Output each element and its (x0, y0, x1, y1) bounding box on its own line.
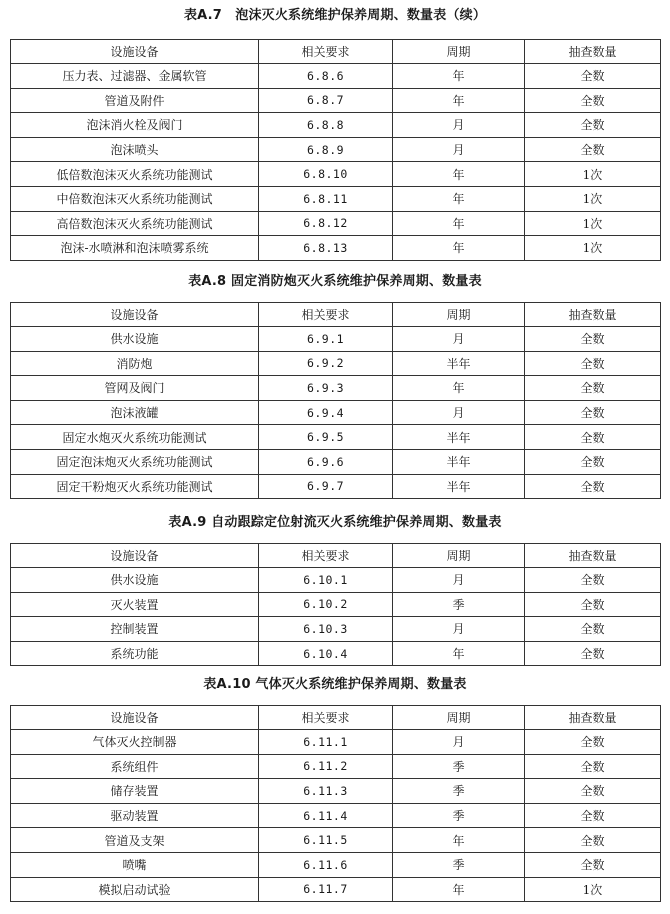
cell-requirement: 6.11.3 (259, 779, 393, 804)
cell-period: 年 (393, 828, 525, 853)
header-sample-count: 抽查数量 (525, 40, 661, 64)
cell-requirement: 6.11.6 (259, 852, 393, 877)
header-period: 周期 (393, 544, 525, 568)
cell-equipment: 喷嘴 (11, 852, 259, 877)
cell-sample-count: 全数 (525, 113, 661, 138)
table-row (11, 137, 661, 162)
cell-period: 半年 (393, 351, 525, 376)
table-row (11, 88, 661, 113)
header-requirement: 相关要求 (259, 303, 393, 327)
cell-equipment: 固定干粉炮灭火系统功能测试 (11, 474, 259, 499)
cell-requirement: 6.10.1 (259, 568, 393, 593)
table-row (11, 351, 661, 376)
cell-period: 季 (393, 592, 525, 617)
cell-requirement: 6.8.9 (259, 137, 393, 162)
header-requirement: 相关要求 (259, 40, 393, 64)
cell-period: 年 (393, 641, 525, 666)
table-a10 (10, 705, 661, 902)
table-header-row (11, 40, 661, 64)
table-row (11, 730, 661, 755)
table-row (11, 592, 661, 617)
cell-equipment: 管网及阀门 (11, 376, 259, 401)
cell-sample-count: 全数 (525, 376, 661, 401)
cell-equipment: 管道及支架 (11, 828, 259, 853)
table-header-row (11, 706, 661, 730)
cell-sample-count: 全数 (525, 400, 661, 425)
cell-equipment: 中倍数泡沫灭火系统功能测试 (11, 186, 259, 211)
cell-sample-count: 全数 (525, 592, 661, 617)
header-period: 周期 (393, 40, 525, 64)
cell-requirement: 6.11.1 (259, 730, 393, 755)
table-a7 (10, 39, 661, 261)
cell-sample-count: 全数 (525, 828, 661, 853)
cell-equipment: 系统功能 (11, 641, 259, 666)
cell-period: 年 (393, 88, 525, 113)
cell-period: 季 (393, 852, 525, 877)
table-row (11, 64, 661, 89)
table-a9 (10, 543, 661, 666)
cell-equipment: 管道及附件 (11, 88, 259, 113)
table-a10-title: 表A.10 气体灭火系统维护保养周期、数量表 (203, 677, 467, 692)
cell-period: 月 (393, 400, 525, 425)
cell-requirement: 6.8.8 (259, 113, 393, 138)
table-row (11, 236, 661, 261)
cell-requirement: 6.11.2 (259, 754, 393, 779)
cell-period: 年 (393, 877, 525, 902)
header-sample-count: 抽查数量 (525, 544, 661, 568)
cell-requirement: 6.11.7 (259, 877, 393, 902)
cell-equipment: 系统组件 (11, 754, 259, 779)
cell-equipment: 控制装置 (11, 617, 259, 642)
cell-period: 半年 (393, 474, 525, 499)
table-row (11, 852, 661, 877)
cell-sample-count: 全数 (525, 351, 661, 376)
table-row (11, 425, 661, 450)
table-row (11, 803, 661, 828)
cell-period: 年 (393, 162, 525, 187)
cell-requirement: 6.9.3 (259, 376, 393, 401)
cell-sample-count: 全数 (525, 568, 661, 593)
header-equipment: 设施设备 (11, 40, 259, 64)
table-row (11, 162, 661, 187)
cell-equipment: 气体灭火控制器 (11, 730, 259, 755)
table-header-row (11, 303, 661, 327)
cell-period: 月 (393, 730, 525, 755)
cell-equipment: 高倍数泡沫灭火系统功能测试 (11, 211, 259, 236)
cell-period: 年 (393, 236, 525, 261)
cell-sample-count: 1次 (525, 211, 661, 236)
cell-period: 月 (393, 113, 525, 138)
cell-period: 月 (393, 568, 525, 593)
table-a7-title: 表A.7 泡沫灭火系统维护保养周期、数量表（续） (183, 8, 487, 23)
header-sample-count: 抽查数量 (525, 706, 661, 730)
cell-requirement: 6.8.12 (259, 211, 393, 236)
cell-sample-count: 全数 (525, 474, 661, 499)
cell-equipment: 固定水炮灭火系统功能测试 (11, 425, 259, 450)
cell-period: 季 (393, 754, 525, 779)
cell-period: 年 (393, 186, 525, 211)
cell-requirement: 6.10.3 (259, 617, 393, 642)
cell-sample-count: 1次 (525, 162, 661, 187)
cell-requirement: 6.8.13 (259, 236, 393, 261)
table-row (11, 828, 661, 853)
cell-sample-count: 1次 (525, 186, 661, 211)
cell-equipment: 消防炮 (11, 351, 259, 376)
cell-requirement: 6.9.7 (259, 474, 393, 499)
table-row (11, 568, 661, 593)
header-requirement: 相关要求 (259, 706, 393, 730)
header-equipment: 设施设备 (11, 544, 259, 568)
cell-equipment: 固定泡沫炮灭火系统功能测试 (11, 449, 259, 474)
cell-equipment: 模拟启动试验 (11, 877, 259, 902)
table-row (11, 211, 661, 236)
table-a9-title: 表A.9 自动跟踪定位射流灭火系统维护保养周期、数量表 (168, 515, 502, 530)
cell-requirement: 6.8.10 (259, 162, 393, 187)
cell-equipment: 压力表、过滤器、金属软管 (11, 64, 259, 89)
cell-sample-count: 全数 (525, 852, 661, 877)
table-row (11, 779, 661, 804)
cell-sample-count: 全数 (525, 425, 661, 450)
table-row (11, 186, 661, 211)
cell-sample-count: 全数 (525, 327, 661, 352)
cell-period: 月 (393, 327, 525, 352)
cell-requirement: 6.8.7 (259, 88, 393, 113)
table-row (11, 617, 661, 642)
table-row (11, 449, 661, 474)
table-row (11, 754, 661, 779)
cell-period: 半年 (393, 425, 525, 450)
cell-requirement: 6.11.4 (259, 803, 393, 828)
table-row (11, 327, 661, 352)
cell-requirement: 6.8.6 (259, 64, 393, 89)
header-equipment: 设施设备 (11, 303, 259, 327)
cell-period: 季 (393, 803, 525, 828)
cell-sample-count: 全数 (525, 754, 661, 779)
cell-equipment: 泡沫液罐 (11, 400, 259, 425)
cell-sample-count: 全数 (525, 641, 661, 666)
header-equipment: 设施设备 (11, 706, 259, 730)
cell-period: 半年 (393, 449, 525, 474)
cell-requirement: 6.9.6 (259, 449, 393, 474)
table-a8 (10, 302, 661, 499)
header-requirement: 相关要求 (259, 544, 393, 568)
cell-period: 月 (393, 617, 525, 642)
cell-sample-count: 1次 (525, 877, 661, 902)
cell-requirement: 6.9.5 (259, 425, 393, 450)
header-period: 周期 (393, 706, 525, 730)
cell-requirement: 6.8.11 (259, 186, 393, 211)
cell-equipment: 供水设施 (11, 568, 259, 593)
cell-sample-count: 全数 (525, 803, 661, 828)
cell-equipment: 驱动装置 (11, 803, 259, 828)
cell-sample-count: 全数 (525, 64, 661, 89)
cell-sample-count: 全数 (525, 779, 661, 804)
table-row (11, 376, 661, 401)
cell-sample-count: 全数 (525, 730, 661, 755)
cell-sample-count: 1次 (525, 236, 661, 261)
cell-equipment: 灭火装置 (11, 592, 259, 617)
cell-equipment: 泡沫喷头 (11, 137, 259, 162)
cell-requirement: 6.11.5 (259, 828, 393, 853)
cell-sample-count: 全数 (525, 449, 661, 474)
cell-period: 年 (393, 376, 525, 401)
cell-period: 月 (393, 137, 525, 162)
cell-sample-count: 全数 (525, 88, 661, 113)
table-row (11, 400, 661, 425)
cell-sample-count: 全数 (525, 137, 661, 162)
cell-sample-count: 全数 (525, 617, 661, 642)
table-row (11, 474, 661, 499)
table-header-row (11, 544, 661, 568)
table-a8-title: 表A.8 固定消防炮灭火系统维护保养周期、数量表 (188, 274, 482, 289)
cell-requirement: 6.10.2 (259, 592, 393, 617)
cell-equipment: 储存装置 (11, 779, 259, 804)
cell-equipment: 泡沫消火栓及阀门 (11, 113, 259, 138)
cell-requirement: 6.10.4 (259, 641, 393, 666)
cell-requirement: 6.9.4 (259, 400, 393, 425)
cell-period: 年 (393, 211, 525, 236)
table-row (11, 113, 661, 138)
cell-equipment: 泡沫-水喷淋和泡沫喷雾系统 (11, 236, 259, 261)
cell-requirement: 6.9.2 (259, 351, 393, 376)
cell-period: 年 (393, 64, 525, 89)
cell-period: 季 (393, 779, 525, 804)
header-sample-count: 抽查数量 (525, 303, 661, 327)
header-period: 周期 (393, 303, 525, 327)
cell-equipment: 供水设施 (11, 327, 259, 352)
cell-equipment: 低倍数泡沫灭火系统功能测试 (11, 162, 259, 187)
table-row (11, 877, 661, 902)
cell-requirement: 6.9.1 (259, 327, 393, 352)
table-row (11, 641, 661, 666)
